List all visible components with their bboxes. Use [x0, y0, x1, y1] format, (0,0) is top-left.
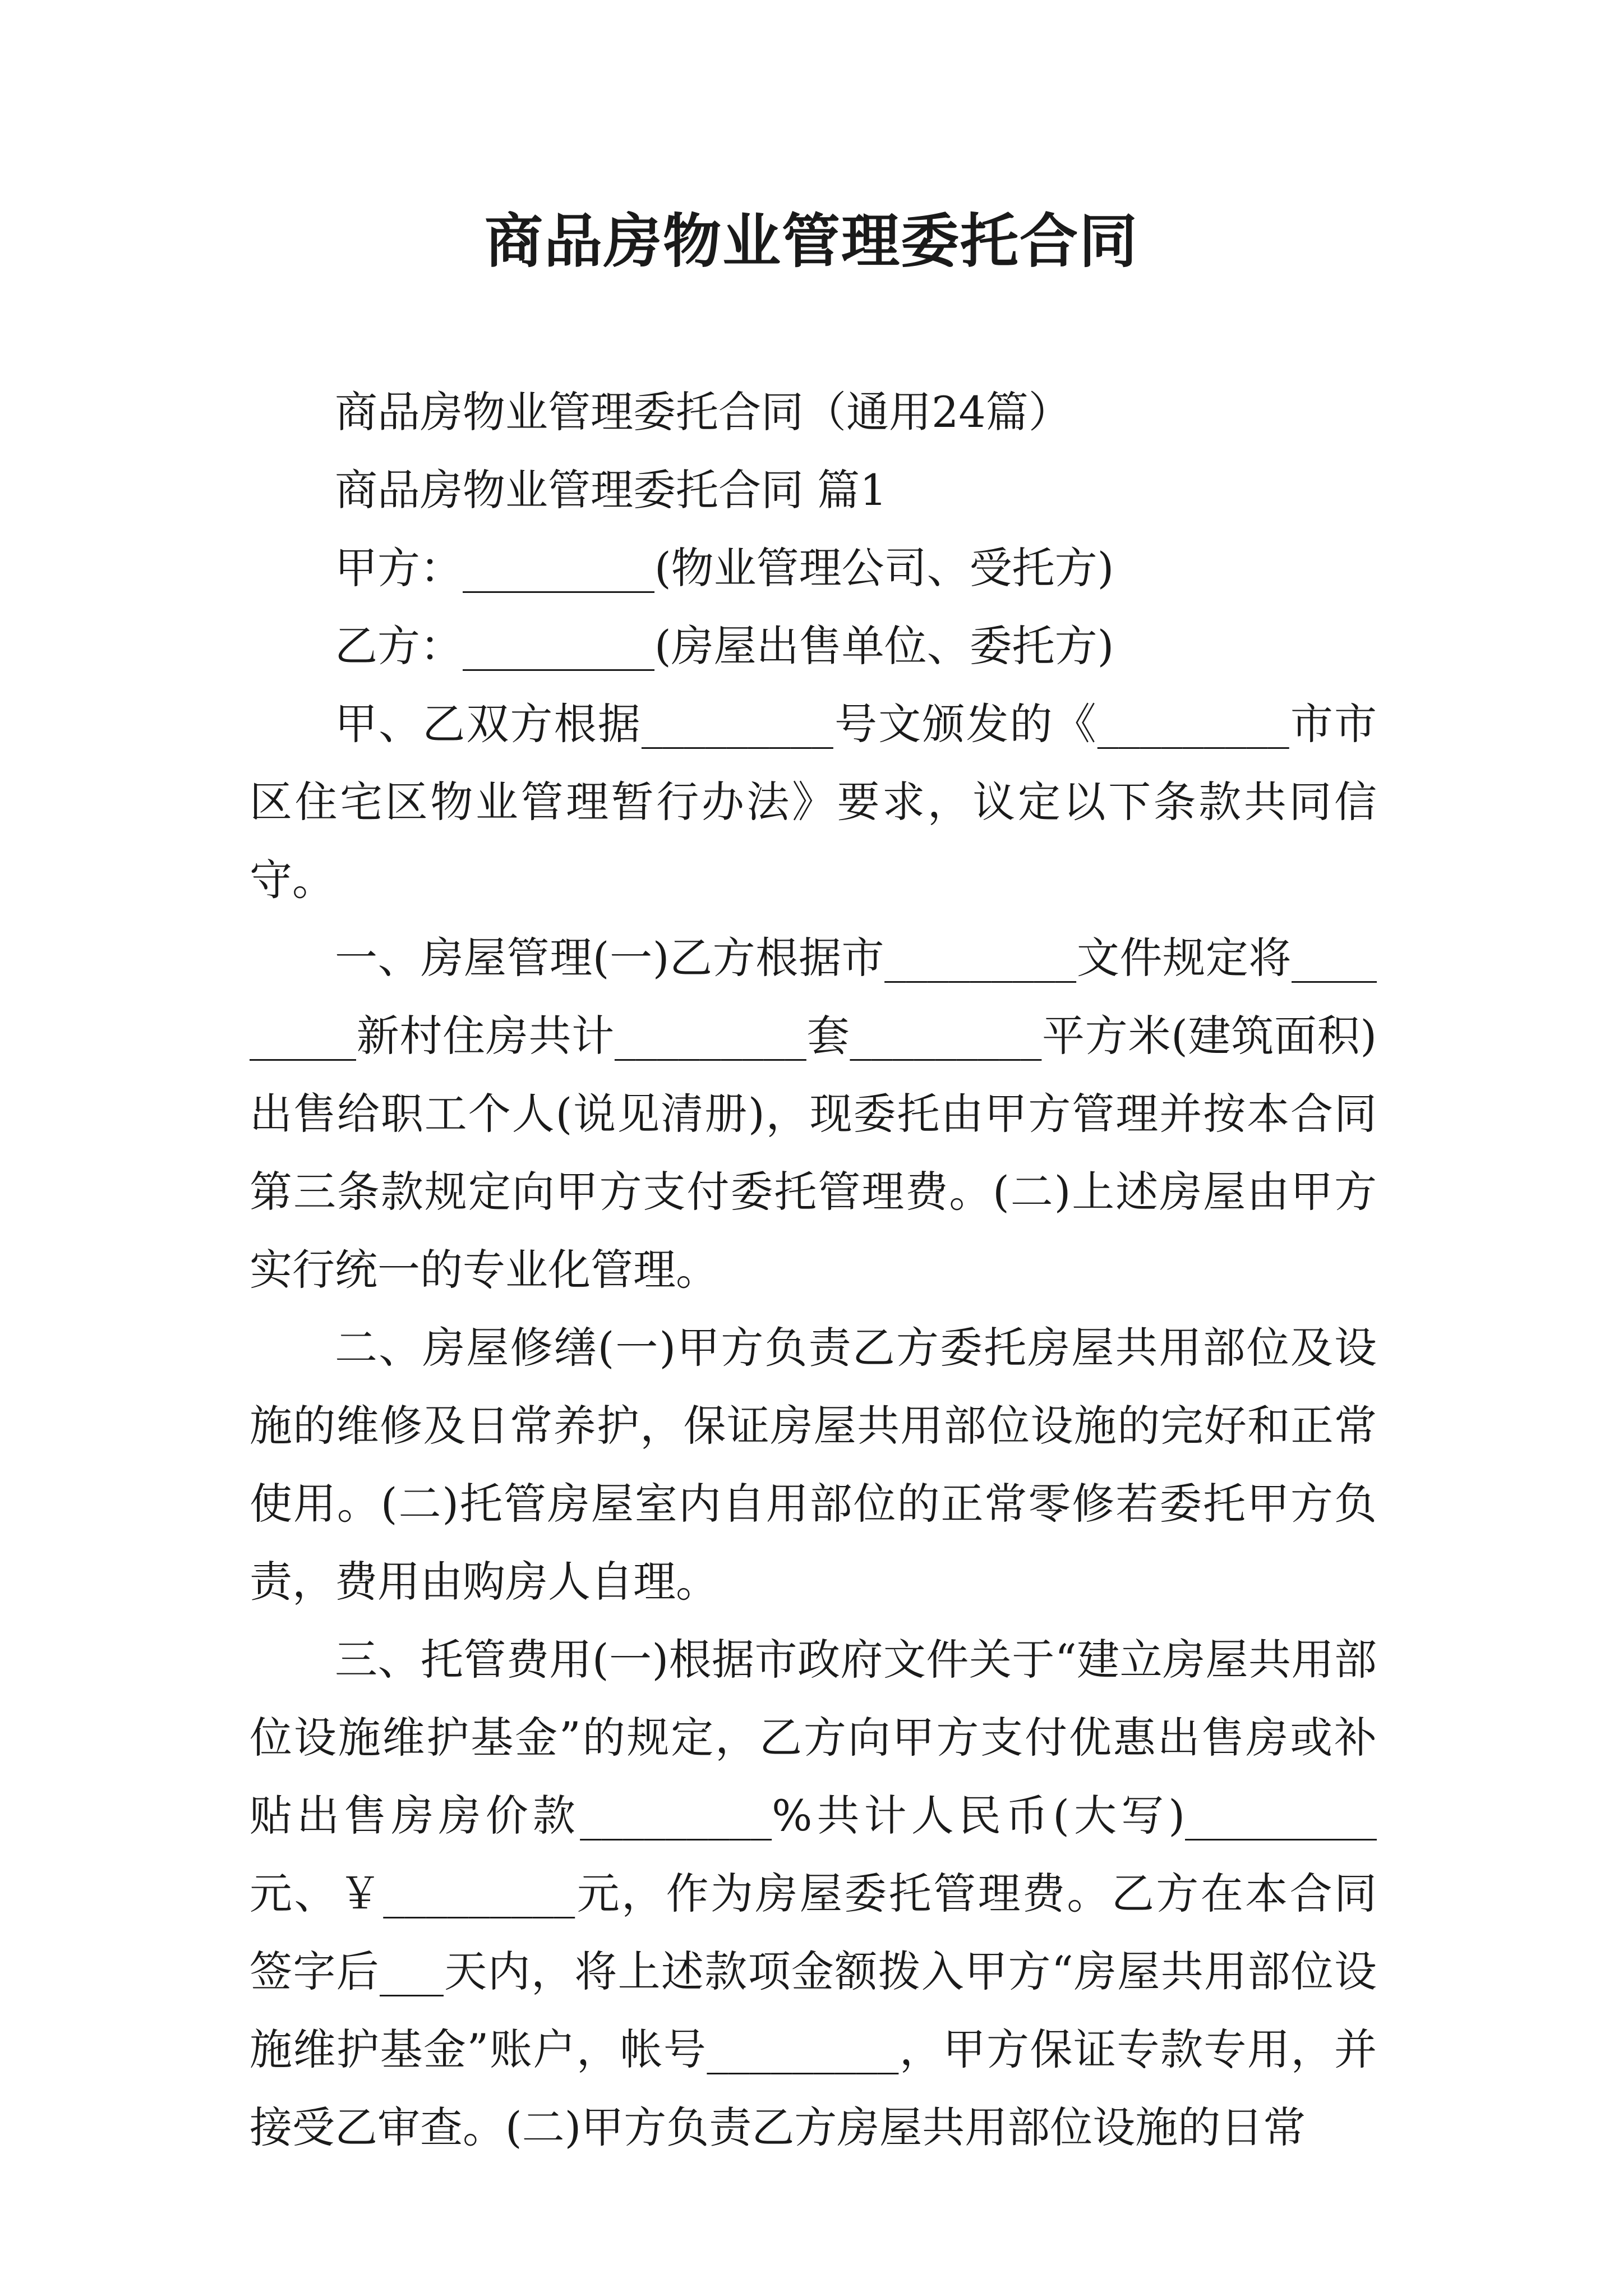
paragraph-party-b: 乙方：_________(房屋出售单位、委托方): [335, 621, 1114, 671]
document-body: [250, 373, 1377, 2166]
paragraph-clause-3-management-fees: 三、托管费用(一)根据市政府文件关于“建立房屋共用部位设施维护基金”的规定，乙方向甲方支付优惠出售房或补贴出售房房价款_________%共计人民币(大写)_________元、￥_________元，作为房屋委托管理费。乙方在本合同签字后___天内，将上述款项金额拨入甲方“房屋共用部位设施维护基金”账户，帐号_________，甲方保证专款专用，并接受乙审查。(二)甲方负责乙方房屋共用部位设施的日常: [250, 1635, 1377, 2152]
paragraph-preamble: 甲、乙双方根据_________号文颁发的《_________市市区住宅区物业管理暂行办法》要求，议定以下条款共同信守。: [250, 699, 1377, 905]
document-title: 商品房物业管理委托合同: [484, 206, 1138, 275]
paragraph-collection-heading: 商品房物业管理委托合同（通用24篇）: [335, 387, 1071, 437]
paragraph-clause-1-house-management: 一、房屋管理(一)乙方根据市_________文件规定将_________新村住房共计_________套_________平方米(建筑面积)出售给职工个人(说见清册)，现委托由甲方管理并按本合同第三条款规定向甲方支付委托管理费。(二)上述房屋由甲方实行统一的专业化管理。: [250, 933, 1377, 1295]
paragraph-party-a: 甲方：_________(物业管理公司、受托方): [335, 543, 1114, 593]
paragraph-chapter-heading: 商品房物业管理委托合同 篇1: [335, 465, 887, 515]
paragraph-clause-2-house-repair: 二、房屋修缮(一)甲方负责乙方委托房屋共用部位及设施的维修及日常养护，保证房屋共用部位设施的完好和正常使用。(二)托管房屋室内自用部位的正常零修若委托甲方负责，费用由购房人自理。: [250, 1323, 1377, 1607]
